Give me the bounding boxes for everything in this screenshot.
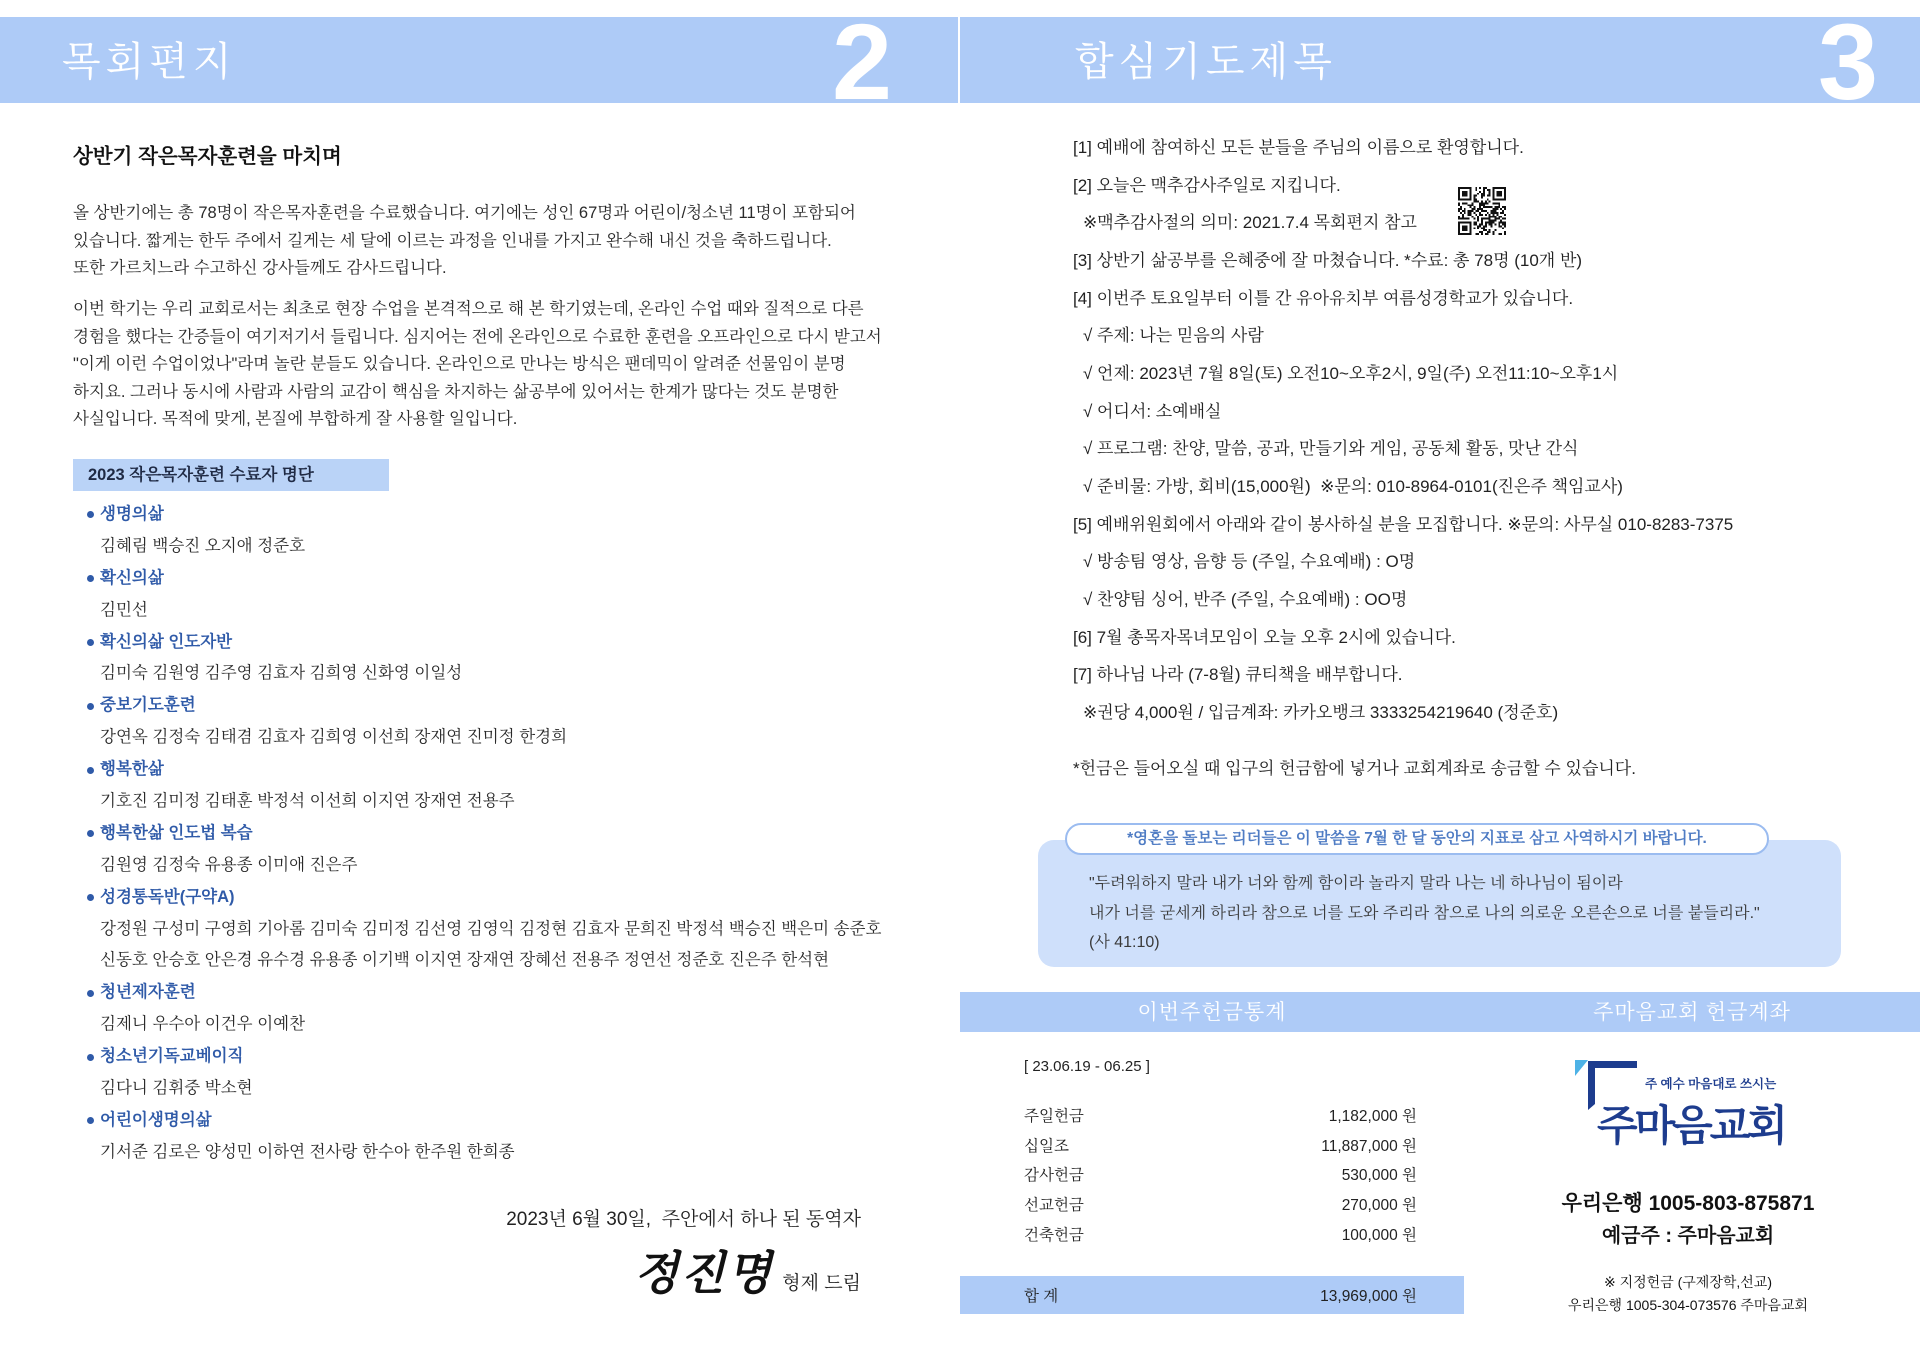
paragraph <box>73 296 882 434</box>
paragraph <box>73 200 882 283</box>
offering-label: 선교헌금 <box>1024 1197 1084 1215</box>
course-label: 중보기도훈련 <box>100 696 196 715</box>
graduate-names: 강연옥 김정숙 김태겸 김효자 김희영 이선희 장재연 진미정 한경희 <box>100 728 568 747</box>
course-label: 어린이생명의삶 <box>100 1110 212 1129</box>
logo-name: 주마음교회 <box>1597 1102 1785 1149</box>
page-number: 2 <box>832 1 893 122</box>
scripture-line: 내가 너를 굳세게 하리라 참으로 너를 도와 주리라 참으로 나의 의로운 오른손으로 너를 붙들리라." <box>1089 904 1760 922</box>
page-title: 합심기도제목 <box>1075 39 1337 84</box>
bullet-icon <box>87 1117 94 1124</box>
graduate-names: 기호진 김미정 김태훈 박정석 이선희 이지연 장재연 전용주 <box>100 792 515 811</box>
bullet-icon <box>87 639 94 646</box>
prayer-item: [4] 이번주 토요일부터 이틀 간 유아유치부 여름성경학교가 있습니다. <box>1073 288 1574 308</box>
bullet-icon <box>87 1054 94 1061</box>
paragraph-line: 이번 학기는 우리 교회로서는 최초로 현장 수업을 본격적으로 해 본 학기였는데, 온라인 수업 때와 질적으로 다른 <box>73 300 864 318</box>
graduates-list <box>87 499 881 1169</box>
scripture-text <box>1089 869 1760 958</box>
church-logo <box>1573 1060 1793 1160</box>
article-title: 상반기 작은목자훈련을 마치며 <box>73 145 342 168</box>
prayer-item: [7] 하나님 나라 (7-8월) 큐티책을 배부합니다. <box>1073 665 1403 685</box>
course-label: 청년제자훈련 <box>100 983 196 1002</box>
paragraph-line: 경험을 했다는 간증들이 여기저기서 들립니다. 심지어는 전에 온라인으로 수료한 훈련을 오프라인으로 다시 받고서 <box>73 327 882 346</box>
logo-tagline: 주 예수 마음대로 쓰시는 <box>1645 1077 1777 1091</box>
offering-total-amount: 13,969,000 원 <box>1320 1288 1417 1305</box>
bank-account: 우리은행 1005-803-875871 <box>1561 1192 1815 1215</box>
bullet-icon <box>87 767 94 774</box>
prayer-item-detail: √ 찬양팀 싱어, 반주 (주일, 수요예배) : OO명 <box>1083 589 1408 609</box>
course-title <box>87 818 881 850</box>
offering-row <box>1024 1102 1417 1132</box>
offering-amount: 530,000 원 <box>1341 1167 1417 1185</box>
prayer-item: [6] 7월 총목자목녀모임이 오늘 오후 2시에 있습니다. <box>1073 627 1456 647</box>
offering-stats-heading: 이번주헌금통계 <box>1137 1000 1287 1024</box>
logo-roof-shape <box>1590 1061 1637 1068</box>
graduate-names: 김혜림 백승진 오지애 정준호 <box>100 536 306 555</box>
paragraph-line: 하지요. 그러나 동시에 사람과 사람의 교감이 핵심을 차지하는 삶공부에 있어서는 한계가 많다는 것도 분명한 <box>73 382 839 401</box>
course-label: 확신의삶 인도자반 <box>100 632 233 651</box>
prayer-item: [5] 예배위원회에서 아래와 같이 봉사하실 분을 모집합니다. ※문의: 사무실 010-8283-7375 <box>1073 514 1734 534</box>
course-title <box>87 1041 881 1073</box>
offering-total-row <box>1024 1276 1417 1314</box>
course-title <box>87 627 881 659</box>
account-holder: 예금주 : 주마음교회 <box>1601 1225 1775 1247</box>
offering-row <box>1024 1221 1417 1251</box>
offering-table <box>1024 1102 1417 1250</box>
right-page <box>960 0 1920 1357</box>
paragraph-line: 올 상반기에는 총 78명이 작은목자훈련을 수료했습니다. 여기에는 성인 67명과 어린이/청소년 11명이 포함되어 <box>73 204 856 222</box>
offering-amount: 11,887,000 원 <box>1321 1137 1417 1155</box>
course-title <box>87 977 881 1009</box>
offering-amount: 270,000 원 <box>1341 1197 1417 1215</box>
prayer-item-detail: √ 언제: 2023년 7월 8일(토) 오전10~오후2시, 9일(주) 오전11:10~오후1시 <box>1083 363 1619 383</box>
scripture-line: "두려워하지 말라 내가 너와 함께 함이라 놀라지 말라 나는 네 하나님이 됨이라 <box>1089 875 1623 892</box>
course-label: 청소년기독교베이직 <box>100 1047 244 1066</box>
course-title <box>87 1105 881 1137</box>
signoff <box>634 1246 861 1302</box>
bullet-icon <box>87 703 94 710</box>
offering-note: *헌금은 들어오실 때 입구의 헌금함에 넣거나 교회계좌로 송금할 수 있습니다. <box>1073 759 1636 778</box>
offering-amount: 100,000 원 <box>1341 1226 1417 1244</box>
offering-period: [ 23.06.19 - 06.25 ] <box>1024 1058 1150 1075</box>
course-title <box>87 499 881 531</box>
course-label: 생명의삶 <box>100 505 164 523</box>
left-page <box>0 0 958 1357</box>
prayer-item-detail: √ 준비물: 가방, 회비(15,000원) ※문의: 010-8964-0101(진은주 책임교사) <box>1083 476 1623 496</box>
offering-row <box>1024 1161 1417 1191</box>
church-account-heading: 주마음교회 헌금계좌 <box>1593 1000 1791 1024</box>
scripture-reference: (사 41:10) <box>1089 934 1160 951</box>
graduate-names: 김민선 <box>100 600 148 619</box>
course-label: 행복한삶 <box>100 760 164 779</box>
offering-row <box>1024 1132 1417 1162</box>
offering-label: 주일헌금 <box>1024 1108 1084 1125</box>
prayer-item: [1] 예배에 참여하신 모든 분들을 주님의 이름으로 환영합니다. <box>1073 138 1524 157</box>
bullet-icon <box>87 990 94 997</box>
course-title <box>87 690 881 722</box>
bullet-icon <box>87 830 94 837</box>
logo-wall-shape <box>1588 1061 1595 1110</box>
offering-section-band <box>960 992 1920 1032</box>
prayer-item-detail: √ 방송팀 영상, 음향 등 (주일, 수요예배) : O명 <box>1083 552 1416 572</box>
graduate-names: 강정원 구성미 구영희 기아롬 김미숙 김미정 김선영 김영익 김정현 김효자 문희진 박정석 백승진 백은미 송준호 <box>100 919 882 938</box>
logo-accent-shape <box>1575 1060 1588 1076</box>
offering-total-label: 합 계 <box>1024 1288 1059 1305</box>
course-label: 행복한삶 인도법 복습 <box>100 823 253 842</box>
prayer-item-detail: ※맥추감사절의 의미: 2021.7.4 목회편지 참고 <box>1083 213 1417 233</box>
handwritten-signature: 정진명 <box>633 1248 774 1299</box>
signoff-suffix: 형제 드림 <box>782 1273 861 1294</box>
offering-amount: 1,182,000 원 <box>1328 1108 1417 1125</box>
course-title <box>87 563 881 595</box>
course-label: 확신의삶 <box>100 568 164 587</box>
prayer-item: [2] 오늘은 맥추감사주일로 지킵니다. <box>1073 175 1341 195</box>
bullet-icon <box>87 511 94 518</box>
course-title <box>87 882 881 914</box>
prayer-item-detail: √ 프로그램: 찬양, 말씀, 공과, 만들기와 게임, 공동체 활동, 맛난 간식 <box>1083 439 1579 459</box>
page-title: 목회편지 <box>62 39 237 84</box>
graduates-heading: 2023 작은목자훈련 수료자 명단 <box>73 459 389 491</box>
graduate-names: 김제니 우수아 이건우 이예찬 <box>100 1015 306 1034</box>
offering-label: 십일조 <box>1024 1137 1069 1155</box>
course-title <box>87 754 881 786</box>
graduate-names: 신동호 안승호 안은경 유수경 유용종 이기백 이지연 장재연 장혜선 전용주 정연선 정준호 진은주 한석현 <box>100 951 830 970</box>
paragraph-line: 사실입니다. 목적에 맞게, 본질에 부합하게 잘 사용할 일입니다. <box>73 410 518 428</box>
graduate-names: 기서준 김로은 양성민 이하연 전사랑 한수아 한주원 한희종 <box>100 1142 515 1161</box>
graduate-names: 김다니 김휘중 박소현 <box>100 1079 253 1098</box>
offering-label: 감사헌금 <box>1024 1167 1084 1185</box>
prayer-item-detail: √ 주제: 나는 믿음의 사람 <box>1083 326 1264 346</box>
prayer-item: [3] 상반기 삶공부를 은혜중에 잘 마쳤습니다. *수료: 총 78명 (10개 반) <box>1073 250 1583 270</box>
graduate-names: 김미숙 김원영 김주영 김효자 김희영 신화영 이일성 <box>100 664 463 683</box>
offering-row <box>1024 1191 1417 1221</box>
graduate-names: 김원영 김정숙 유용종 이미애 진은주 <box>100 855 358 874</box>
bullet-icon <box>87 894 94 901</box>
course-label: 성경통독반(구약A) <box>100 887 235 906</box>
designated-offering-note: ※ 지정헌금 (구제장학,선교) <box>1604 1274 1772 1290</box>
scripture-note: *영혼을 돌보는 리더들은 이 말씀을 7월 한 달 동안의 지표로 삼고 사역하시기 바랍니다. <box>1065 823 1769 855</box>
page-number: 3 <box>1818 1 1879 122</box>
paragraph-line: "이게 이런 수업이었나"라며 놀란 분들도 있습니다. 온라인으로 만나는 방식은 팬데믹이 알려준 선물임이 분명 <box>73 355 846 373</box>
article-body <box>73 200 882 434</box>
paragraph-line: 또한 가르치느라 수고하신 강사들께도 감사드립니다. <box>73 259 447 277</box>
prayer-list <box>1073 129 1733 732</box>
closing-line: 2023년 6월 30일, 주안에서 하나 된 동역자 <box>506 1209 861 1230</box>
designated-offering-account: 우리은행 1005-304-073576 주마음교회 <box>1567 1297 1809 1313</box>
paragraph-line: 있습니다. 짧게는 한두 주에서 길게는 세 달에 이르는 과정을 인내를 가지고 완수해 내신 것을 축하드립니다. <box>73 231 832 250</box>
prayer-item-detail: √ 어디서: 소예배실 <box>1083 401 1222 421</box>
bullet-icon <box>87 575 94 582</box>
qr-code <box>1458 187 1506 235</box>
prayer-item-detail: ※권당 4,000원 / 입금계좌: 카카오뱅크 3333254219640 (정준호) <box>1083 702 1559 722</box>
offering-label: 건축헌금 <box>1024 1226 1084 1244</box>
